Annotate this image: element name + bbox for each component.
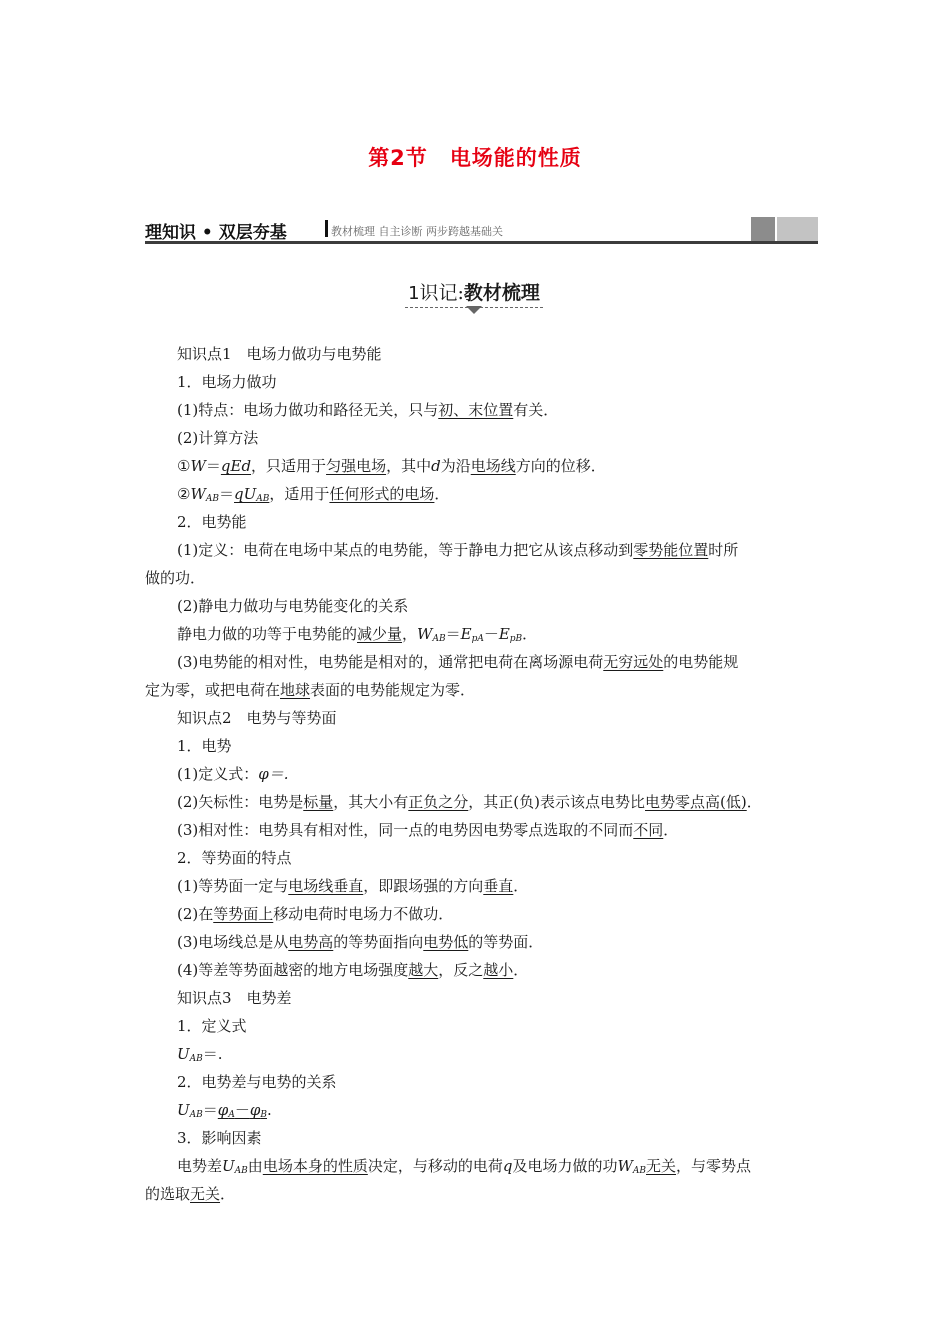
paragraph: (2)计算方法 [177,429,259,447]
paragraph: (1)等势面一定与电场线垂直，即跟场强的方向垂直． [177,877,529,895]
paragraph: (2)在等势面上移动电荷时电场力不做功． [177,905,454,923]
subheading: 1．电场力做功 [177,373,277,391]
paragraph-continued: 的选取无关． [145,1185,236,1203]
paragraph: (3)电势能的相对性，电势能是相对的，通常把电荷在离场源电荷无穷远处的电势能规 [177,653,739,671]
section-name: 电场能的性质 [449,146,582,170]
banner-block-light [777,217,818,241]
paragraph: ①W＝qEd，只适用于匀强电场，其中d为沿电场线方向的位移． [177,457,606,475]
formula: $U_{AB}=\varphi_A-\varphi_B$. [177,1101,272,1120]
paragraph: $②W_{AB}=qU_{AB}$，适用于任何形式的电场． [177,485,450,504]
section-number: 第2节 [368,146,428,170]
paragraph: (1)定义式：φ＝. [177,765,289,783]
document-body [145,340,817,1208]
paragraph: (2)静电力做功与电势能变化的关系 [177,597,409,615]
subheading: 2．等势面的特点 [177,849,292,867]
page-title [0,142,950,172]
section-banner [145,215,818,244]
paragraph: (3)电场线总是从电势高的等势面指向电势低的等势面． [177,933,544,951]
subheading: 1．电势 [177,737,232,755]
paragraph: 电势差$U_{AB}$由电场本身的性质决定，与移动的电荷q及电场力做的功$W_{AB}$无关，与零势点 [177,1157,752,1176]
subheading: 2．电势能 [177,513,247,531]
subsection-number: 1 [408,283,420,304]
paragraph: (4)等差等势面越密的地方电场强度越大，反之越小． [177,961,529,979]
knowledge-point-heading: 知识点3 电势差 [177,989,292,1007]
paragraph: 静电力做的功等于电势能的减少量，$W_{AB}=E_{pA}-E_{pB}$． [177,625,538,644]
subsection-label: 教材梳理 [463,282,540,304]
paragraph: (3)相对性：电势具有相对性，同一点的电势因电势零点选取的不同而不同． [177,821,679,839]
paragraph-continued: 做的功． [145,569,206,587]
paragraph: (1)特点：电场力做功和路径无关，只与初、末位置有关． [177,401,559,419]
down-triangle-icon [466,306,482,314]
subheading: 1．定义式 [177,1017,247,1035]
paragraph: (2)矢标性：电势是标量，其大小有正负之分，其正(负)表示该点电势比电势零点高(低)． [177,793,762,811]
knowledge-point-heading: 知识点2 电势与等势面 [177,709,337,727]
subsection-prefix: 识记: [419,282,464,304]
subheading: 2．电势差与电势的关系 [177,1073,337,1091]
banner-block-dark [751,217,775,241]
subsection-header [405,278,543,308]
knowledge-point-heading: 知识点1 电场力做功与电势能 [177,345,382,363]
banner-title: 理知识 • 双层夯基 [145,223,287,243]
subheading: 3．影响因素 [177,1129,262,1147]
banner-divider [325,220,328,237]
banner-subtitle: 教材梳理 自主诊断 两步跨越基础关 [331,225,503,238]
paragraph-continued: 定为零，或把电荷在地球表面的电势能规定为零． [145,681,476,699]
formula: $U_{AB}=$. [177,1045,223,1064]
paragraph: (1)定义：电荷在电场中某点的电势能，等于静电力把它从该点移动到零势能位置时所 [177,541,739,559]
